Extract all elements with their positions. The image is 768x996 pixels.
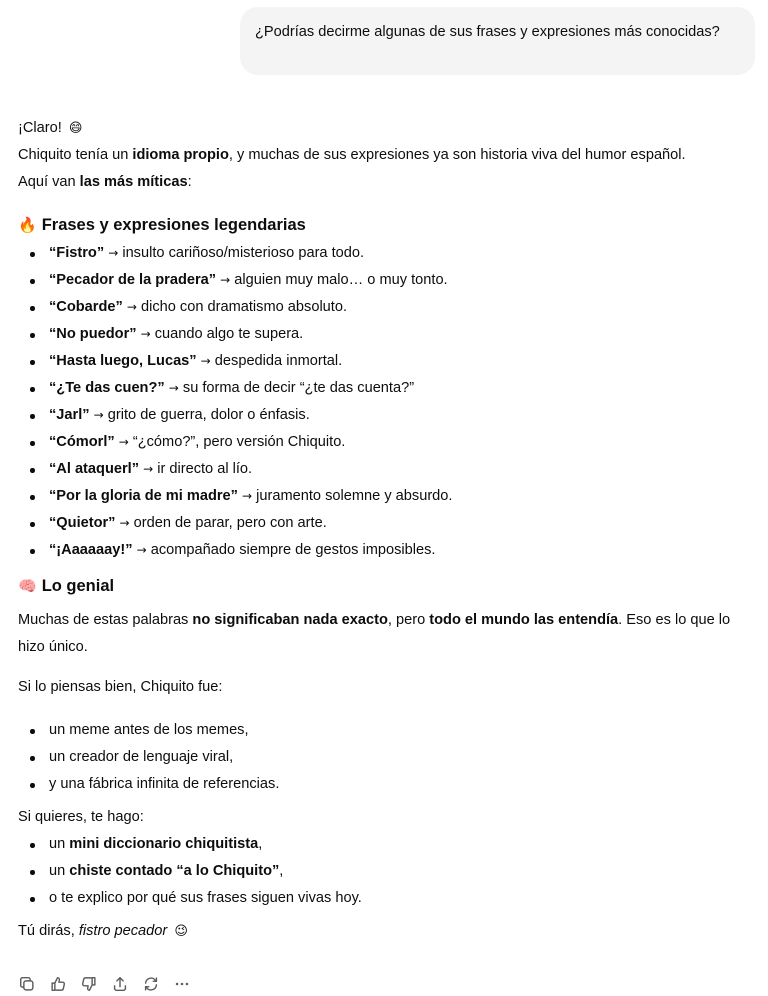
share-icon [111,975,129,993]
offer-text: o te explico por qué sus frases siguen vivas hoy. [49,890,362,906]
arrow-icon: → [242,489,253,503]
para-bold: todo el mundo las entendía [429,612,619,628]
arrow-icon: → [200,354,211,368]
intro-text: , y muchas de sus expresiones ya son historia viva del humor español. [228,147,686,163]
list-item [18,456,758,483]
list-item: un creador de lenguaje viral, [18,744,758,771]
phrase: “Hasta luego, Lucas” [49,353,197,369]
phrase: “Fistro” [49,245,105,261]
list-item [18,267,758,294]
phrase: “Cómorl” [49,434,115,450]
offer-text: un [49,836,70,852]
meaning: cuando algo te supera. [154,326,304,342]
offers-list [18,831,758,912]
list-item: y una fábrica infinita de referencias. [18,771,758,798]
section-heading-frases [18,212,758,238]
arrow-icon: → [108,246,119,260]
message-actions-bar [18,974,204,994]
share-button[interactable] [111,974,142,994]
list-item [18,402,758,429]
arrow-icon: → [143,462,154,476]
legacy-list [18,717,758,798]
offer-text: , [279,863,284,879]
meaning: “¿cómo?”, pero versión Chiquito. [132,434,346,450]
arrow-icon: → [119,516,130,530]
copy-icon [18,975,36,993]
thumbs-up-icon [49,975,67,993]
closing-italic: fistro pecador [78,923,168,939]
fire-emoji-icon: 🔥 [18,216,37,234]
meaning: dicho con dramatismo absoluto. [140,299,348,315]
user-message-text: ¿Podrías decirme algunas de sus frases y expresiones más conocidas? [255,24,720,40]
list-item [18,885,758,912]
arrow-icon: → [126,300,137,314]
intro-bold: idioma propio [132,147,229,163]
meaning: insulto cariñoso/misterioso para todo. [122,245,365,261]
arrow-icon: → [118,435,129,449]
grin-emoji-icon: 😄 [68,121,83,136]
arrow-icon: → [140,327,151,341]
meaning: alguien muy malo… o muy tonto. [234,272,448,288]
arrow-icon: → [220,273,231,287]
meaning: acompañado siempre de gestos imposibles. [150,542,436,558]
list-item [18,831,758,858]
regenerate-button[interactable] [142,974,173,994]
thumbs-down-button[interactable] [80,974,111,994]
phrase: “Jarl” [49,407,90,423]
phrases-list [18,240,758,564]
list-item [18,348,758,375]
phrase: “Por la gloria de mi madre” [49,488,238,504]
reflection-paragraph: Si lo piensas bien, Chiquito fue: [18,679,223,695]
phrase: “Quietor” [49,515,116,531]
list-item [18,537,758,564]
list-item [18,240,758,267]
closing-line [18,918,758,945]
offer-intro: Si quieres, te hago: [18,809,144,825]
brain-emoji-icon: 🧠 [18,577,37,595]
list-item [18,375,758,402]
intro-paragraph-2 [18,169,758,196]
section-title: Lo genial [41,577,115,595]
section-title: Frases y expresiones legendarias [41,216,306,234]
list-item [18,321,758,348]
section-heading-lo-genial [18,573,758,599]
list-item [18,429,758,456]
intro2-text: Aquí van [18,174,80,190]
phrase: “No puedor” [49,326,137,342]
meaning: su forma de decir “¿te das cuenta?” [182,380,415,396]
user-message-bubble [240,7,755,75]
lo-genial-paragraph [18,607,758,661]
intro2-text: : [187,174,192,190]
list-item [18,294,758,321]
greeting [18,115,758,142]
thumbs-down-icon [80,975,98,993]
list-item [18,858,758,885]
wink-emoji-icon: 😉 [174,924,188,939]
offer-bold: chiste contado “a lo Chiquito” [69,863,280,879]
list-item [18,483,758,510]
offer-bold: mini diccionario chiquitista [69,836,259,852]
offer-text: un [49,863,70,879]
copy-button[interactable] [18,974,49,994]
para-bold: no significaban nada exacto [192,612,388,628]
closing-text: Tú dirás, [18,923,79,939]
more-icon [173,975,191,993]
intro2-bold: las más míticas [79,174,188,190]
arrow-icon: → [168,381,179,395]
meaning: orden de parar, pero con arte. [133,515,327,531]
meaning: ir directo al lío. [157,461,253,477]
arrow-icon: → [136,543,147,557]
phrase: “¿Te das cuen?” [49,380,165,396]
meaning: despedida inmortal. [214,353,343,369]
meaning: juramento solemne y absurdo. [256,488,453,504]
more-options-button[interactable] [173,974,204,994]
phrase: “Pecador de la pradera” [49,272,217,288]
arrow-icon: → [93,408,104,422]
list-item: un meme antes de los memes, [18,717,758,744]
list-item [18,510,758,537]
meaning: grito de guerra, dolor o énfasis. [107,407,310,423]
para-text: , pero [387,612,430,628]
intro-text: Chiquito tenía un [18,147,133,163]
phrase: “Al ataquerl” [49,461,140,477]
phrase: “¡Aaaaaay!” [49,542,133,558]
para-text: Muchas de estas palabras [18,612,193,628]
assistant-message [18,115,758,945]
offer-text: , [258,836,263,852]
para-text: . Eso es lo que lo hizo único. [18,612,731,655]
thumbs-up-button[interactable] [49,974,80,994]
regenerate-icon [142,975,160,993]
phrase: “Cobarde” [49,299,123,315]
intro-paragraph [18,142,758,169]
greeting-text: ¡Claro! [18,120,62,136]
